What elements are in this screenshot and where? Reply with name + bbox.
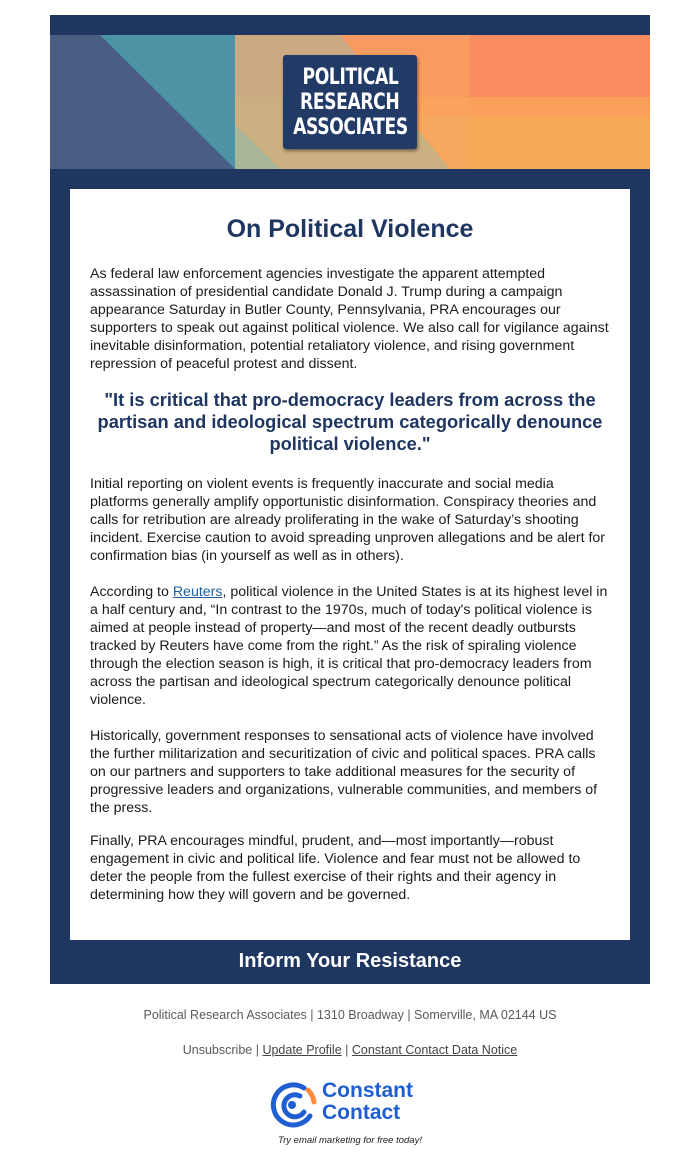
- constant-contact-wordmark: [322, 1080, 413, 1124]
- tagline: Inform Your Resistance: [238, 950, 462, 972]
- pull-quote: "It is critical that pro-democracy leaders from across the partisan and ideological spectrum categorically denounce political violence.": [97, 389, 603, 454]
- footer-separator: |: [341, 1043, 352, 1057]
- paragraph-3-prefix: According to: [90, 584, 173, 600]
- unsubscribe-link[interactable]: Unsubscribe: [182, 1043, 253, 1057]
- paragraph-1: As federal law enforcement agencies investigate the apparent attempted assassination of presidential candidate Donald J. Trump during a campaign appearance Saturday in Butler County, Pennsylvania, PRA encourages our supporters to speak out against political violence. We also call for vigilance against inevitable disinformation, potential retaliatory violence, and rising government repression of peaceful protest and dissent.: [90, 266, 609, 372]
- paragraph-5: Finally, PRA encourages mindful, prudent, and—most importantly—robust engagement in civic and political life. Violence and fear must not be allowed to deter the people from the fullest exercise of their rights and their agency in determining how they will govern and be governed.: [90, 833, 581, 903]
- article-title: On Political Violence: [226, 215, 474, 243]
- cc-tagline[interactable]: Try email marketing for free today!: [278, 1135, 422, 1146]
- data-notice-link[interactable]: Constant Contact Data Notice: [351, 1043, 518, 1057]
- header-banner: [50, 35, 650, 169]
- paragraph-2: Initial reporting on violent events is frequently inaccurate and social media platforms generally amplify opportunistic disinformation. Conspiracy theories and calls for retribution are already proliferating in the wake of Saturday’s shooting incident. Exercise caution to avoid spreading unproven allegations and be alert for confirmation bias (in yourself as well as in others).: [90, 476, 606, 564]
- constant-contact-logo[interactable]: [270, 1080, 435, 1128]
- paragraph-3-rest: , political violence in the United States is at its highest level in a half century and, “In contrast to the 1970s, much of today's political violence is aimed at people instead of property—and most of the recent deadly outbursts tracked by Reuters have come from the right.” As the risk of spiraling violence through the election season is high, it is critical that pro-democracy leaders from across the partisan and ideological spectrum categorically denounce political violence.: [90, 584, 608, 708]
- cc-line-2: Contact: [322, 1101, 401, 1124]
- constant-contact-icon: [270, 1082, 318, 1128]
- footer-separator: |: [252, 1043, 263, 1057]
- logo-line-1: POLITICAL: [302, 64, 398, 90]
- update-profile-link[interactable]: Update Profile: [262, 1043, 342, 1057]
- logo-line-3: ASSOCIATES: [292, 114, 408, 140]
- logo-line-2: RESEARCH: [300, 89, 400, 115]
- email-frame: [50, 15, 650, 984]
- pra-logo[interactable]: [283, 55, 417, 149]
- paragraph-4: Historically, government responses to sensational acts of violence have involved the further militarization and securitization of civic and political spaces. PRA calls on our partners and supporters to take additional measures for the security of progressive leaders and organizations, vulnerable communities, and members of the press.: [90, 728, 598, 816]
- footer-links: [0, 1043, 700, 1057]
- footer-address: Political Research Associates | 1310 Broadway | Somerville, MA 02144 US: [143, 1008, 557, 1022]
- article-card: [70, 189, 630, 940]
- cc-line-1: Constant: [322, 1079, 413, 1102]
- paragraph-3: [90, 583, 615, 709]
- reuters-link[interactable]: Reuters: [172, 584, 223, 600]
